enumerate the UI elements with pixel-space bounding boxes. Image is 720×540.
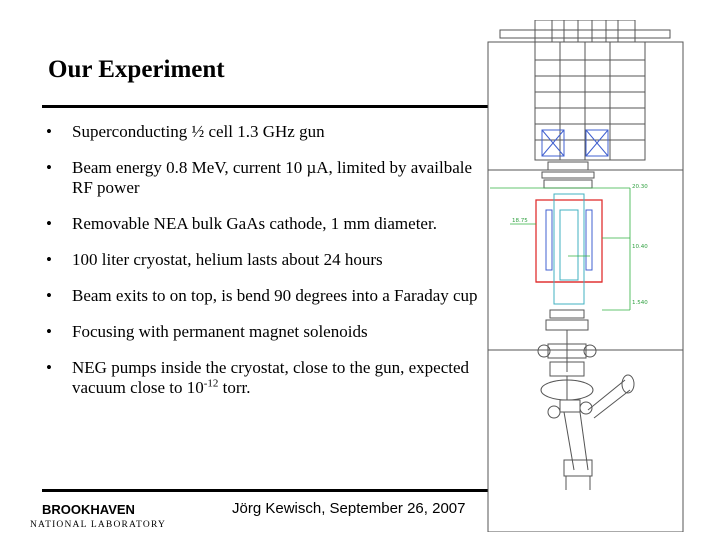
bullet-marker: • bbox=[46, 358, 52, 377]
exponent: -12 bbox=[203, 377, 219, 390]
bullet-marker: • bbox=[46, 286, 52, 305]
footer-text: Jörg Kewisch, September 26, 2007 bbox=[232, 500, 466, 517]
bullet-marker: • bbox=[46, 214, 52, 233]
bullet-marker: • bbox=[46, 158, 52, 177]
bullet-text: Superconducting ½ cell 1.3 GHz gun bbox=[72, 122, 325, 141]
logo-line1: BROOKHAVEN bbox=[42, 502, 135, 517]
bullet-marker: • bbox=[46, 322, 52, 341]
bullet-item bbox=[42, 286, 482, 306]
bullet-item bbox=[42, 214, 482, 234]
bullet-text: Removable NEA bulk GaAs cathode, 1 mm diameter. bbox=[72, 214, 437, 233]
bullet-item bbox=[42, 358, 482, 398]
bullet-item bbox=[42, 158, 482, 198]
bullet-item bbox=[42, 322, 482, 342]
dimension-label: 20.30 bbox=[632, 184, 648, 190]
bullet-text: Focusing with permanent magnet solenoids bbox=[72, 322, 368, 341]
bullet-item bbox=[42, 250, 482, 270]
slide-title: Our Experiment bbox=[48, 56, 225, 83]
brookhaven-logo bbox=[28, 500, 193, 530]
footer-rule bbox=[42, 489, 488, 492]
dimension-label: 18.75 bbox=[512, 218, 528, 224]
bullet-text: Beam exits to on top, is bend 90 degrees into a Faraday cup bbox=[72, 286, 478, 305]
bullet-text: 100 liter cryostat, helium lasts about 24 hours bbox=[72, 250, 383, 269]
dimension-label: 1.540 bbox=[632, 300, 648, 306]
bullet-text-end: torr. bbox=[218, 378, 251, 397]
title-rule bbox=[42, 105, 488, 108]
bullet-list bbox=[42, 122, 482, 414]
bullet-text: NEG pumps inside the cryostat, close to the gun, expected vacuum close to 10 bbox=[72, 358, 470, 397]
bullet-item bbox=[42, 122, 482, 142]
bullet-marker: • bbox=[46, 122, 52, 141]
logo-line2: NATIONAL LABORATORY bbox=[30, 520, 167, 530]
gun-assembly-drawing bbox=[480, 20, 715, 532]
dimension-label: 10.40 bbox=[632, 244, 648, 250]
bullet-text: Beam energy 0.8 MeV, current 10 µA, limited by availbale RF power bbox=[72, 158, 473, 197]
bullet-marker: • bbox=[46, 250, 52, 269]
